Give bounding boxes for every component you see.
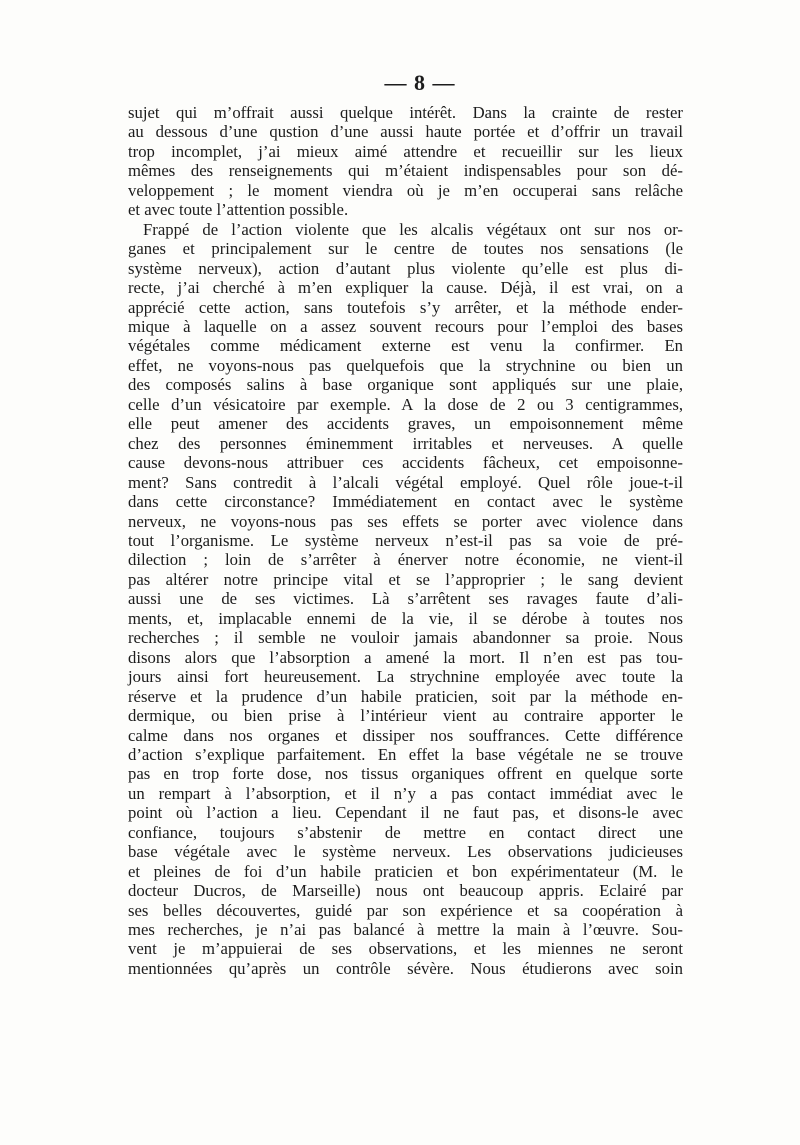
text-line: trop incomplet, j’ai mieux aimé attendre et recueillir sur les lieux bbox=[128, 141, 683, 161]
text-line: docteur Ducros, de Marseille) nous ont beaucoup appris. Eclairé par bbox=[128, 881, 683, 901]
text-line: elle peut amener des accidents graves, un empoisonnement même bbox=[128, 414, 683, 434]
text-line: mêmes des renseignements qui m’étaient indispensables pour son dé- bbox=[128, 161, 683, 181]
text-line: recte, j’ai cherché à m’en expliquer la cause. Déjà, il est vrai, on a bbox=[128, 278, 683, 298]
text-line: végétales comme médicament externe est venu la confirmer. En bbox=[128, 336, 683, 356]
text-line: système nerveux), action d’autant plus violente qu’elle est plus di- bbox=[128, 258, 683, 278]
text-line: mentionnées qu’après un contrôle sévère. Nous étudierons avec soin bbox=[128, 958, 683, 978]
text-line: effet, ne voyons-nous pas quelquefois que la strychnine ou bien un bbox=[128, 355, 683, 375]
text-line: dans cette circonstance? Immédiatement en contact avec le système bbox=[128, 492, 683, 512]
text-line: jours ainsi fort heureusement. La strychnine employée avec toute la bbox=[128, 667, 683, 687]
text-line: un rempart à l’absorption, et il n’y a pas contact immédiat avec le bbox=[128, 783, 683, 803]
text-line: tout l’organisme. Le système nerveux n’est-il pas sa voie de pré- bbox=[128, 530, 683, 550]
text-line: aussi une de ses victimes. Là s’arrêtent ses ravages faute d’ali- bbox=[128, 589, 683, 609]
text-line: d’action s’explique parfaitement. En effet la base végétale ne se trouve bbox=[128, 744, 683, 764]
text-line: pas en trop forte dose, nos tissus organiques offrent en quelque sorte bbox=[128, 764, 683, 784]
text-line: Frappé de l’action violente que les alcalis végétaux ont sur nos or- bbox=[143, 219, 683, 239]
text-line: vent je m’appuierai de ses observations, et les miennes ne seront bbox=[128, 939, 683, 959]
text-line: mique à laquelle on a assez souvent recours pour l’emploi des bases bbox=[128, 316, 683, 336]
text-line: base végétale avec le système nerveux. Les observations judicieuses bbox=[128, 842, 683, 862]
text-line: apprécié cette action, sans toutefois s’y arrêter, et la méthode ender- bbox=[128, 297, 683, 317]
text-line: au dessous d’une qustion d’une aussi haute portée et d’offrir un travail bbox=[128, 122, 683, 142]
text-line: dermique, ou bien prise à l’intérieur vient au contraire apporter le bbox=[128, 706, 683, 726]
text-line: ment? Sans contredit à l’alcali végétal employé. Quel rôle joue-t-il bbox=[128, 472, 683, 492]
text-line: point où l’action a lieu. Cependant il ne faut pas, et disons-le avec bbox=[128, 803, 683, 823]
text-line: ganes et principalement sur le centre de toutes nos sensations (le bbox=[128, 239, 683, 259]
text-line: recherches ; il semble ne vouloir jamais abandonner sa proie. Nous bbox=[128, 628, 683, 648]
text-line: calme dans nos organes et dissiper nos souffrances. Cette différence bbox=[128, 725, 683, 745]
text-line: et pleines de foi d’un habile praticien et bon expérimentateur (M. le bbox=[128, 861, 683, 881]
text-line: ments, et, implacable ennemi de la vie, il se dérobe à toutes nos bbox=[128, 608, 683, 628]
text-line: des composés salins à base organique sont appliqués sur une plaie, bbox=[128, 375, 683, 395]
text-line: chez des personnes éminemment irritables et nerveuses. A quelle bbox=[128, 433, 683, 453]
text-line: sujet qui m’offrait aussi quelque intérêt. Dans la crainte de rester bbox=[128, 103, 683, 122]
text-line: ses belles découvertes, guidé par son expérience et sa coopération à bbox=[128, 900, 683, 920]
text-line: confiance, toujours s’abstenir de mettre en contact direct une bbox=[128, 822, 683, 842]
text-line: réserve et la prudence d’un habile praticien, soit par la méthode en- bbox=[128, 686, 683, 706]
text-line: et avec toute l’attention possible. bbox=[128, 200, 349, 220]
page-number: — 8 — bbox=[384, 70, 456, 95]
text-line: mes recherches, je n’ai pas balancé à mettre la main à l’œuvre. Sou- bbox=[128, 920, 683, 940]
body-text bbox=[128, 103, 683, 978]
text-line: dilection ; loin de s’arrêter à énerver notre économie, ne vient-il bbox=[128, 550, 683, 570]
text-line: disons alors que l’absorption a amené la mort. Il n’en est pas tou- bbox=[128, 647, 683, 667]
text-line: cause devons-nous attribuer ces accidents fâcheux, cet empoisonne- bbox=[128, 453, 683, 473]
text-line: nerveux, ne voyons-nous pas ses effets se porter avec violence dans bbox=[128, 511, 683, 531]
text-line: veloppement ; le moment viendra où je m’en occuperai sans relâche bbox=[128, 180, 683, 200]
text-line: pas altérer notre principe vital et se l’approprier ; le sang devient bbox=[128, 569, 683, 589]
text-line: celle d’un vésicatoire par exemple. A la dose de 2 ou 3 centigrammes, bbox=[128, 394, 683, 414]
